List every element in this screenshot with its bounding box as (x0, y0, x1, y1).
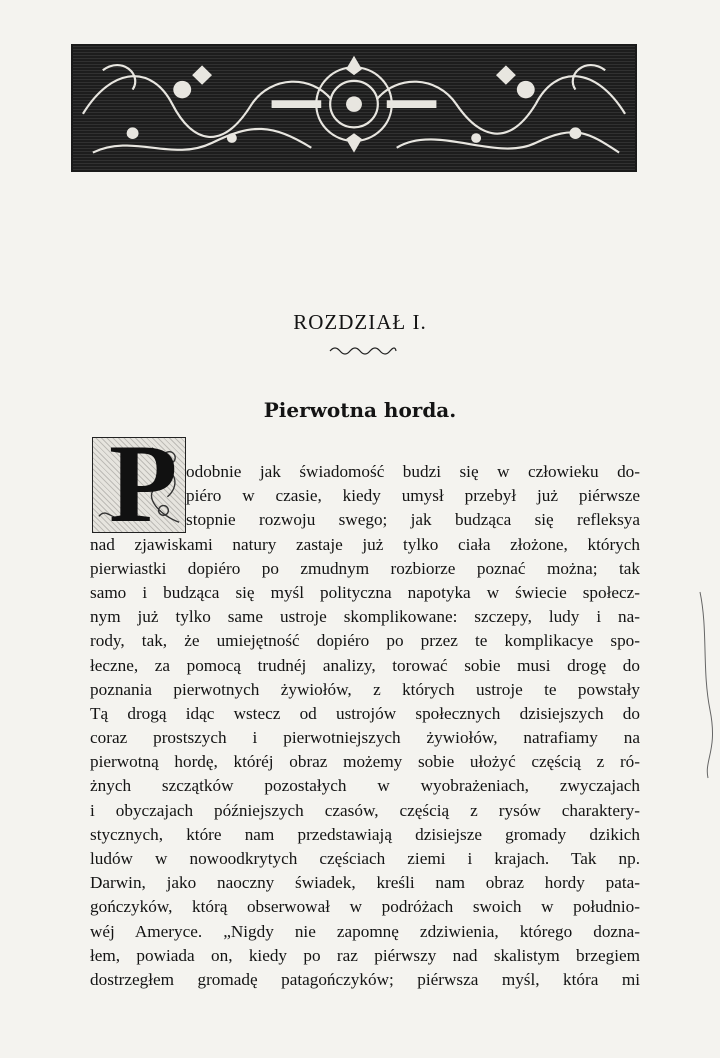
text-line: ludów w nowoodkrytych częściach ziemi i krajach. Tak np. (90, 849, 640, 868)
text-line: i obyczajach późniejszych czasów, częścią z rysów charaktery- (90, 800, 640, 820)
text-line: łeczne, za pomocą trudnéj analizy, torować sobie musi drogę do (90, 655, 640, 675)
text-line: pierwotną hordę, któréj obraz możemy sobie ułożyć częścią z ró- (90, 752, 640, 772)
text-line: rody, tak, że umiejętność dopiéro po przez te komplikacye spo- (90, 631, 640, 651)
text-line: samo i budząca się myśl polityczna napotyka w świecie społecz- (90, 582, 640, 602)
text-line: poznania pierwotnych żywiołów, z których ustroje te powstały (90, 679, 640, 699)
text-line: odobnie jak świadomość budzi się w człowieku do- (186, 462, 640, 481)
drop-cap-letter: P (109, 437, 178, 533)
text-line: nad zjawiskami natury zastaje już tylko ciała złożone, których (90, 534, 640, 554)
text-line: Tą drogą idąc wstecz od ustrojów społecznych dzisiejszych do (90, 703, 640, 723)
text-line: łem, powiada on, kiedy po raz piérwszy nad skalistym brzegiem (90, 945, 640, 965)
decorative-swash (328, 343, 398, 357)
text-line: coraz prostszych i pierwotniejszych żywiołów, natrafiamy na (90, 728, 640, 748)
text-line: stopnie rozwoju swego; jak budząca się refleksya (186, 510, 640, 530)
text-line: pierwiastki dopiéro po zmudnym rozbiorze poznać można; tak (90, 558, 640, 578)
text-line: gończyków, którą obserwował w podróżach swoich w południo- (90, 897, 640, 917)
text-line: nym już tylko same ustroje skomplikowane: szczepy, ludy i na- (90, 607, 640, 627)
text-line: wéj Ameryce. „Nigdy nie zapomnę zdziwienia, którego dozna- (90, 921, 640, 941)
text-line: stycznych, które nam przedstawiają dzisiejsze gromady dzikich (90, 824, 640, 844)
section-title: Pierwotna horda. (263, 398, 457, 422)
body-text (90, 460, 640, 992)
decorative-header-ornament (71, 44, 637, 172)
margin-pencil-mark (696, 590, 716, 780)
text-line: dostrzegłem gromadę patagończyków; piérwsza myśl, która mi (90, 969, 640, 989)
text-line: żnych szczątków pozostałych w wyobrażeniach, zwyczajach (90, 776, 640, 796)
chapter-heading: ROZDZIAŁ I. (293, 310, 427, 334)
text-line: Darwin, jako naoczny świadek, kreśli nam obraz hordy pata- (90, 873, 640, 893)
text-line: piéro w czasie, kiedy umysł przebył już piérwsze (186, 486, 640, 506)
